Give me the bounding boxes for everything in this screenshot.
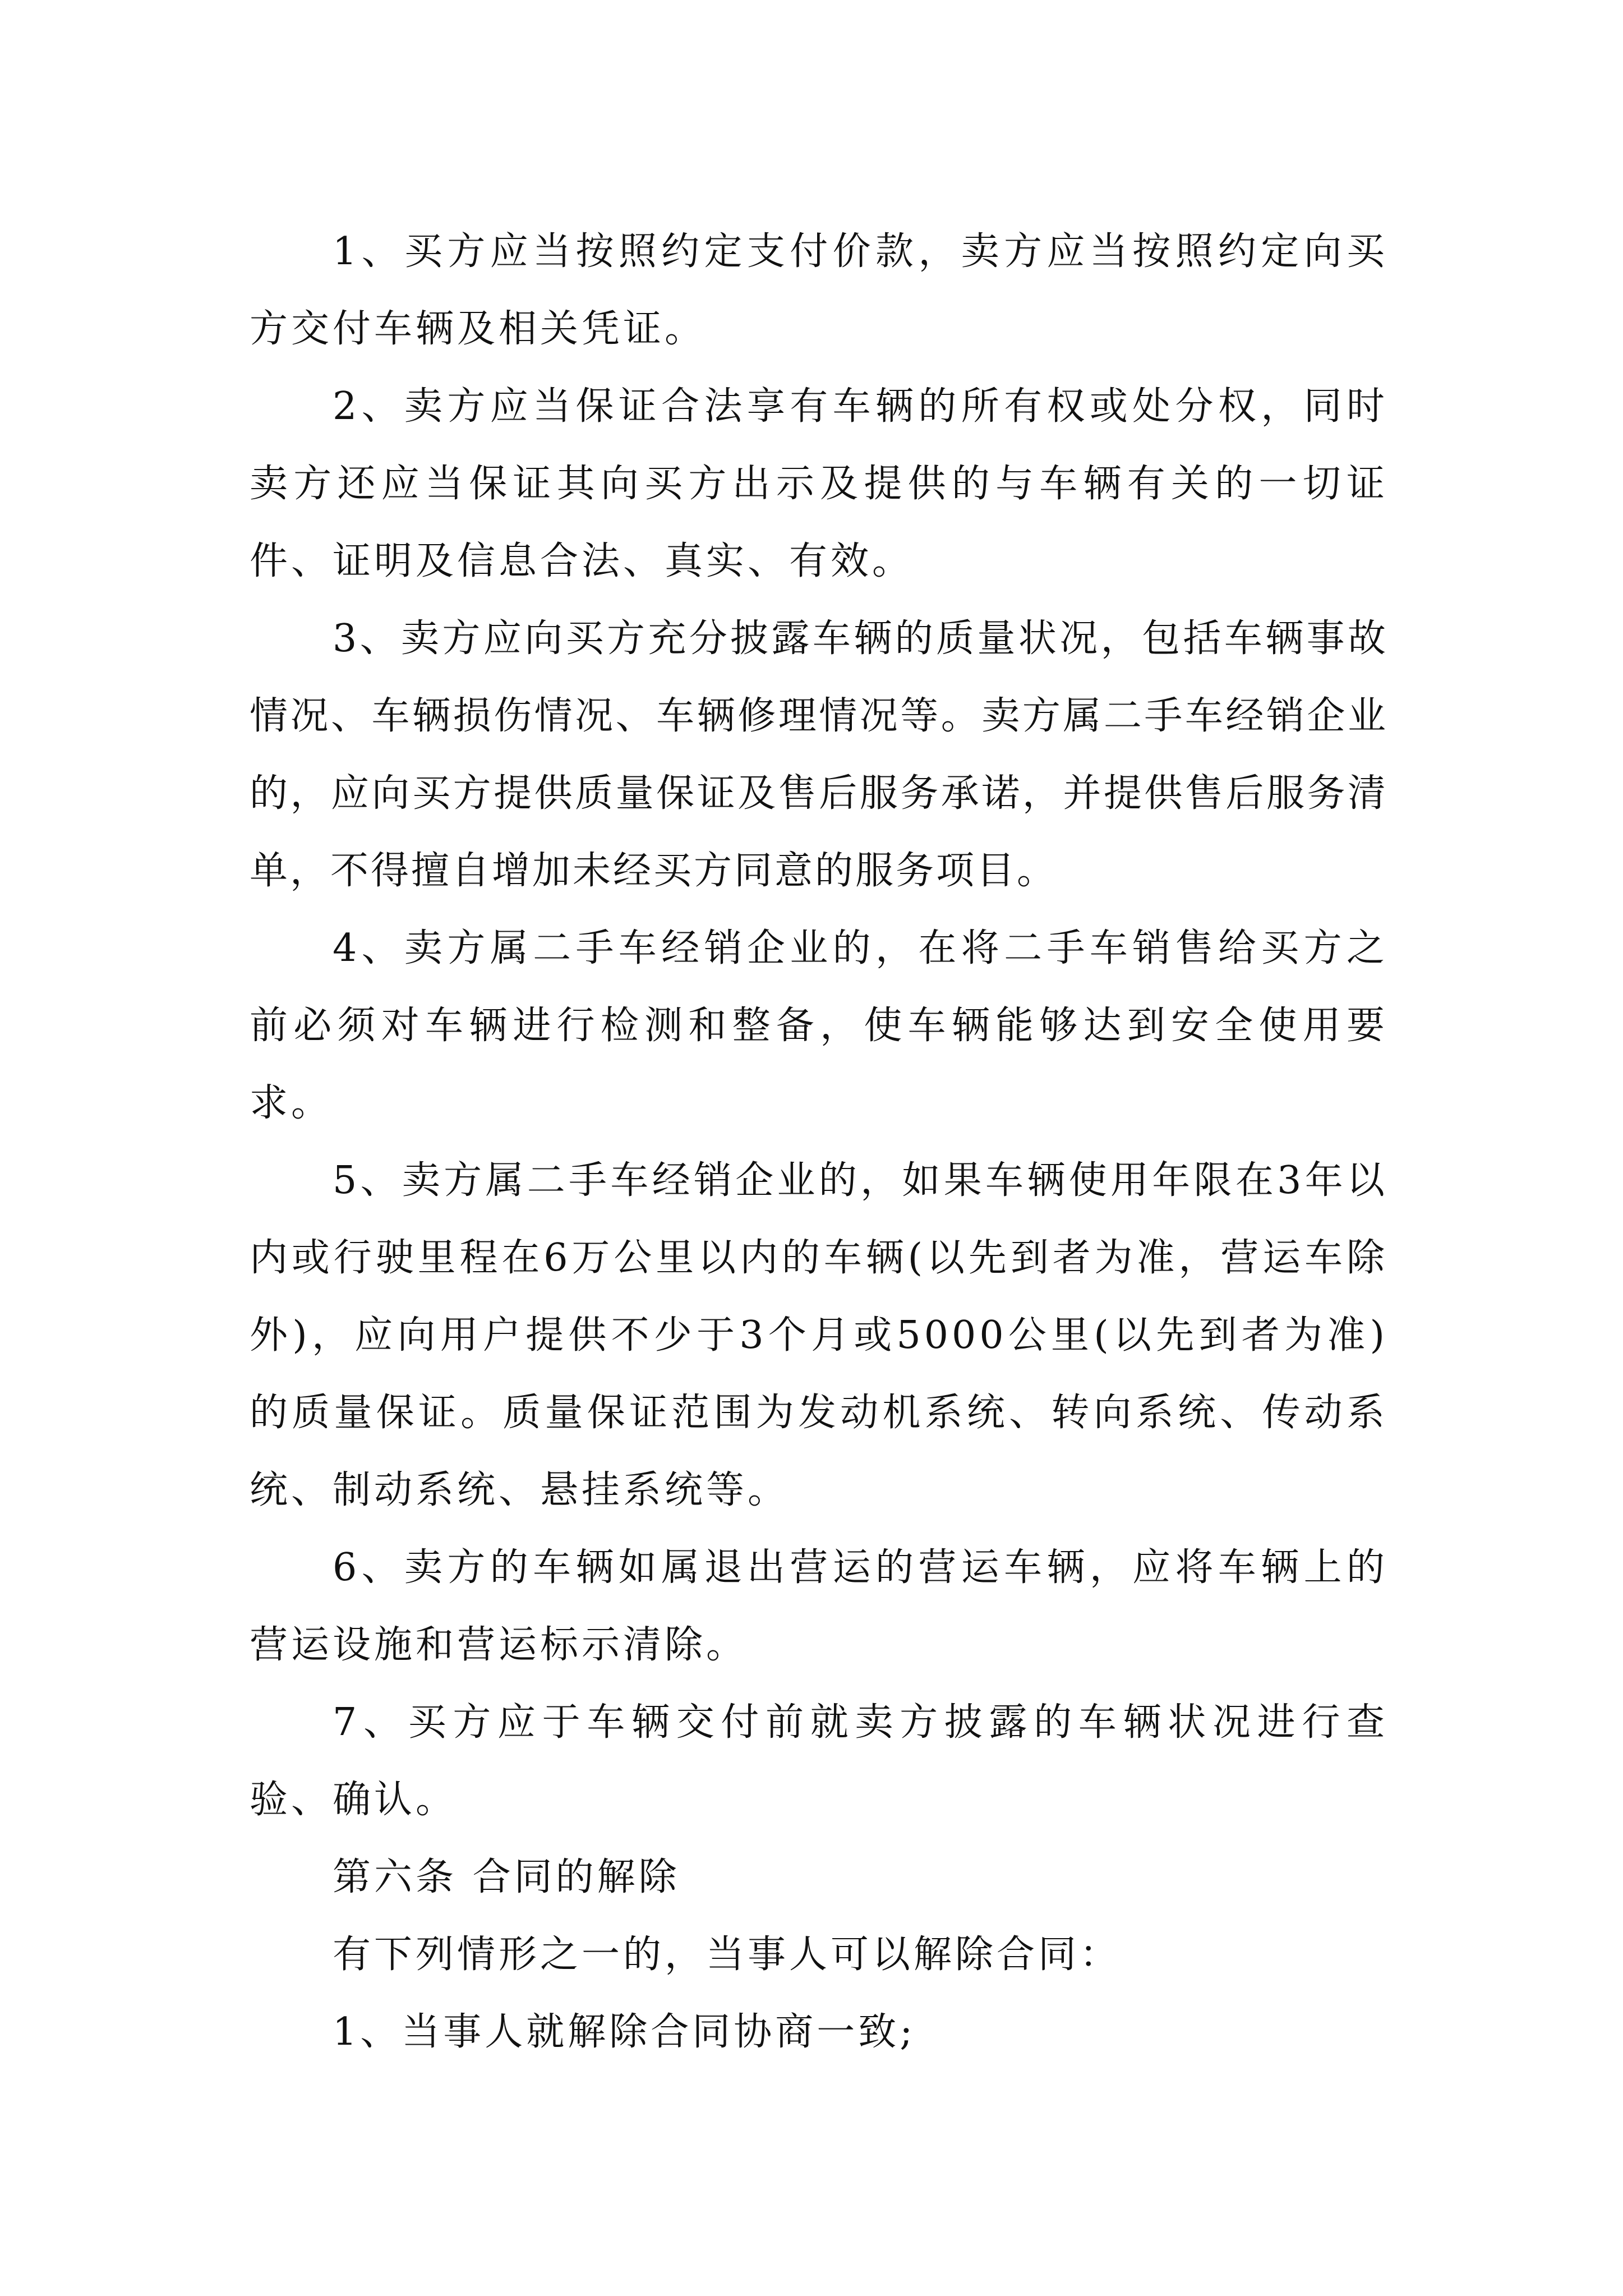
clause-paragraph-3: 3、卖方应向买方充分披露车辆的质量状况，包括车辆事故情况、车辆损伤情况、车辆修理情况等。卖方属二手车经销企业的，应向买方提供质量保证及售后服务承诺，并提供售后服务清单，不得擅自增加未经买方同意的服务项目。	[250, 616, 1388, 893]
clause-paragraph-2: 2、卖方应当保证合法享有车辆的所有权或处分权，同时卖方还应当保证其向买方出示及提供的与车辆有关的一切证件、证明及信息合法、真实、有效。	[250, 384, 1388, 583]
document-body	[250, 213, 1388, 2071]
clause-paragraph-5: 5、卖方属二手车经销企业的，如果车辆使用年限在3年以内或行驶里程在6万公里以内的车辆(以先到者为准，营运车除外)，应向用户提供不少于3个月或5000公里(以先到者为准)的质量保证。质量保证范围为发动机系统、转向系统、传动系统、制动系统、悬挂系统等。	[250, 1158, 1388, 1512]
section-heading: 第六条 合同的解除	[333, 1855, 680, 1899]
termination-item-1: 1、当事人就解除合同协商一致;	[333, 2010, 916, 2054]
clause-paragraph-1: 1、买方应当按照约定支付价款，卖方应当按照约定向买方交付车辆及相关凭证。	[250, 229, 1388, 351]
termination-intro: 有下列情形之一的，当事人可以解除合同：	[333, 1932, 1122, 1977]
clause-paragraph-7: 7、买方应于车辆交付前就卖方披露的车辆状况进行查验、确认。	[250, 1700, 1388, 1822]
clause-paragraph-4: 4、卖方属二手车经销企业的，在将二手车销售给买方之前必须对车辆进行检测和整备，使车辆能够达到安全使用要求。	[250, 926, 1388, 1125]
clause-paragraph-6: 6、卖方的车辆如属退出营运的营运车辆，应将车辆上的营运设施和营运标示清除。	[250, 1545, 1388, 1667]
